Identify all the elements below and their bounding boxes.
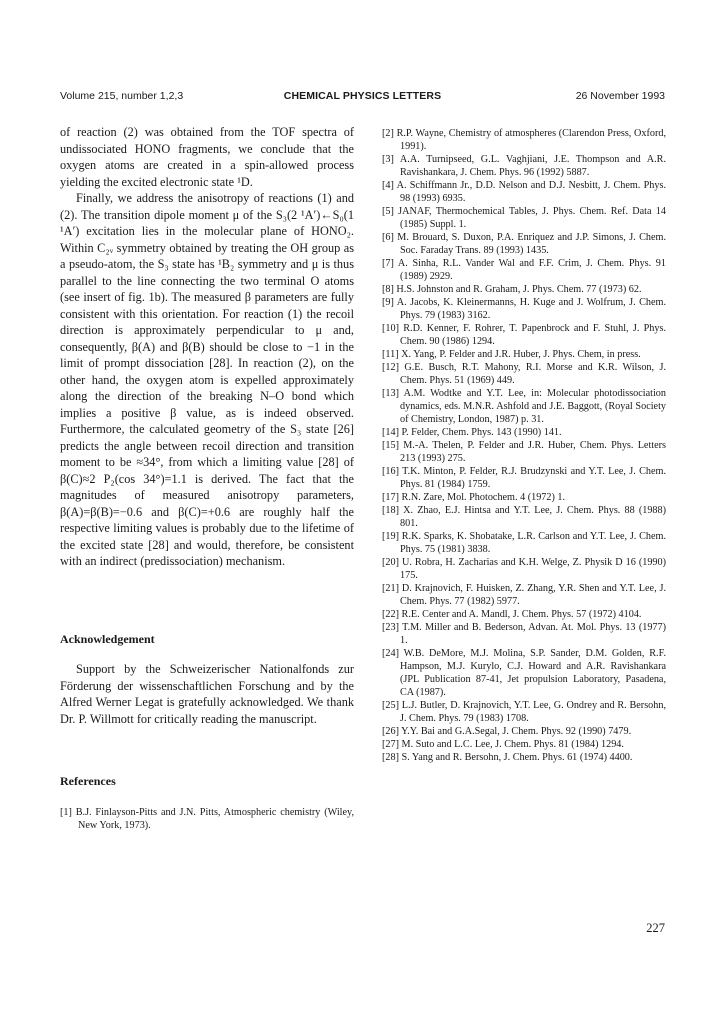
reference-item: [6] M. Brouard, S. Duxon, P.A. Enriquez and J.P. Simons, J. Chem. Soc. Faraday Trans. 89 (1993) 1435.	[382, 232, 666, 256]
reference-item: [11] X. Yang, P. Felder and J.R. Huber, J. Phys. Chem, in press.	[382, 349, 641, 360]
reference-item: [12] G.E. Busch, R.T. Mahony, R.I. Morse and K.R. Wilson, J. Chem. Phys. 51 (1969) 449.	[382, 362, 666, 386]
reference-item: [22] R.E. Center and A. Mandl, J. Chem. Phys. 57 (1972) 4104.	[382, 609, 642, 620]
page-number: 227	[646, 921, 665, 935]
reference-item: [10] R.D. Kenner, F. Rohrer, T. Papenbrock and F. Stuhl, J. Phys. Chem. 90 (1986) 1294.	[382, 323, 666, 347]
issue-date: 26 November 1993	[575, 90, 665, 102]
reference-item: [23] T.M. Miller and B. Bederson, Advan. At. Mol. Phys. 13 (1977) 1.	[382, 622, 666, 646]
reference-item: [24] W.B. DeMore, M.J. Molina, S.P. Sander, D.M. Golden, R.F. Hampson, M.J. Kurylo, C.J. Howard and A.R. Ravishankara (JPL Publication 87-41, Jet propulsion Laboratory, Pasadena, CA (1987).	[382, 648, 666, 698]
running-header	[60, 90, 665, 104]
body-paragraph-1: of reaction (2) was obtained from the TOF spectra of undissociated HONO fragments, we conclude that the oxygen atoms are created in a spin-allowed process yielding the excited electronic state ¹D.	[60, 125, 354, 189]
reference-item: [8] H.S. Johnston and R. Graham, J. Phys. Chem. 77 (1973) 62.	[382, 284, 642, 295]
reference-item: [7] A. Sinha, R.L. Vander Wal and F.F. Crim, J. Chem. Phys. 91 (1989) 2929.	[382, 258, 666, 282]
right-column	[382, 127, 666, 764]
acknowledgement-heading: Acknowledgement	[60, 632, 155, 646]
reference-item: [17] R.N. Zare, Mol. Photochem. 4 (1972) 1.	[382, 492, 566, 503]
reference-item: [15] M.-A. Thelen, P. Felder and J.R. Huber, Chem. Phys. Letters 213 (1993) 275.	[382, 440, 666, 464]
acknowledgement-text: Support by the Schweizerischer Nationalfonds zur Förderung der wissenschaftlichen Forschung and by the Alfred Werner Legat is gratefully acknowledged. We thank Dr. P. Willmott for critically reading the manuscript.	[60, 662, 354, 726]
reference-item: [16] T.K. Minton, P. Felder, R.J. Brudzynski and Y.T. Lee, J. Chem. Phys. 81 (1984) 1759.	[382, 466, 666, 490]
reference-item: [19] R.K. Sparks, K. Shobatake, L.R. Carlson and Y.T. Lee, J. Chem. Phys. 75 (1981) 3838.	[382, 531, 666, 555]
journal-title: CHEMICAL PHYSICS LETTERS	[283, 90, 442, 102]
reference-item: [26] Y.Y. Bai and G.A.Segal, J. Chem. Phys. 92 (1990) 7479.	[382, 726, 632, 737]
reference-item: [3] A.A. Turnipseed, G.L. Vaghjiani, J.E. Thompson and A.R. Ravishankara, J. Chem. Phys. 96 (1992) 5887.	[382, 154, 666, 178]
reference-item: [14] P. Felder, Chem. Phys. 143 (1990) 141.	[382, 427, 562, 438]
reference-item: [20] U. Robra, H. Zacharias and K.H. Welge, Z. Physik D 16 (1990) 175.	[382, 557, 666, 581]
reference-item: [25] L.J. Butler, D. Krajnovich, Y.T. Lee, G. Ondrey and R. Bersohn, J. Chem. Phys. 79 (1983) 1708.	[382, 700, 666, 724]
reference-item: [18] X. Zhao, E.J. Hintsa and Y.T. Lee, J. Chem. Phys. 88 (1988) 801.	[382, 505, 666, 529]
reference-item: [21] D. Krajnovich, F. Huisken, Z. Zhang, Y.R. Shen and Y.T. Lee, J. Chem. Phys. 77 (1982) 5977.	[382, 583, 666, 607]
reference-item: [1] B.J. Finlayson-Pitts and J.N. Pitts, Atmospheric chemistry (Wiley, New York, 1973).	[60, 807, 354, 831]
reference-item: [9] A. Jacobs, K. Kleinermanns, H. Kuge and J. Wolfrum, J. Chem. Phys. 79 (1983) 3162.	[382, 297, 666, 321]
left-column	[60, 124, 354, 831]
reference-item: [27] M. Suto and L.C. Lee, J. Chem. Phys. 81 (1984) 1294.	[382, 739, 624, 750]
body-paragraph-2: Finally, we address the anisotropy of reactions (1) and (2). The transition dipole moment μ of the S₃(2 ¹A′)←S₀(1 ¹A′) excitation lies in the molecular plane of HONO₂. Within C₂ᵥ symmetry obtained by treating the OH group as a pseudo-atom, the S₃ state has ¹B₂ symmetry and μ is thus parallel to the line connecting the two terminal O atoms (see insert of fig. 1b). The measured β parameters are fully consistent with this orientation. For reaction (1) the recoil direction is approximately perpendicular to μ and, consequently, β(A) and β(B) should be close to −1 in the limit of prompt dissociation [28]. In reaction (2), on the other hand, the oxygen atom is expelled approximately along the direction of the breaking N–O bond which implies a positive β value, as is indeed observed. Furthermore, the calculated geometry of the S₃ state [26] predicts the angle between recoil direction and transition moment to be ≈34°, from which a limiting value [28] of β(C)≈2 P₂(cos 34°)=1.1 is derived. The fact that the magnitudes of measured anisotropy parameters, β(A)=β(B)=−0.6 and β(C)=+0.6 are roughly half the respective limiting values is probably due to the lifetime of the excited state [28] and would, therefore, be consistent with an indirect (predissociation) mechanism.	[60, 191, 354, 568]
volume-info: Volume 215, number 1,2,3	[60, 90, 184, 102]
reference-item: [13] A.M. Wodtke and Y.T. Lee, in: Molecular photodissociation dynamics, eds. M.N.R. Ashfold and J.E. Baggott, (Royal Society of Chemistry, London, 1987) p. 31.	[382, 388, 666, 425]
reference-item: [2] R.P. Wayne, Chemistry of atmospheres (Clarendon Press, Oxford, 1991).	[382, 128, 666, 152]
reference-item: [5] JANAF, Thermochemical Tables, J. Phys. Chem. Ref. Data 14 (1985) Suppl. 1.	[382, 206, 666, 230]
reference-item: [28] S. Yang and R. Bersohn, J. Chem. Phys. 61 (1974) 4400.	[382, 752, 633, 763]
references-heading: References	[60, 774, 116, 788]
reference-item: [4] A. Schiffmann Jr., D.D. Nelson and D.J. Nesbitt, J. Chem. Phys. 98 (1993) 6935.	[382, 180, 666, 204]
